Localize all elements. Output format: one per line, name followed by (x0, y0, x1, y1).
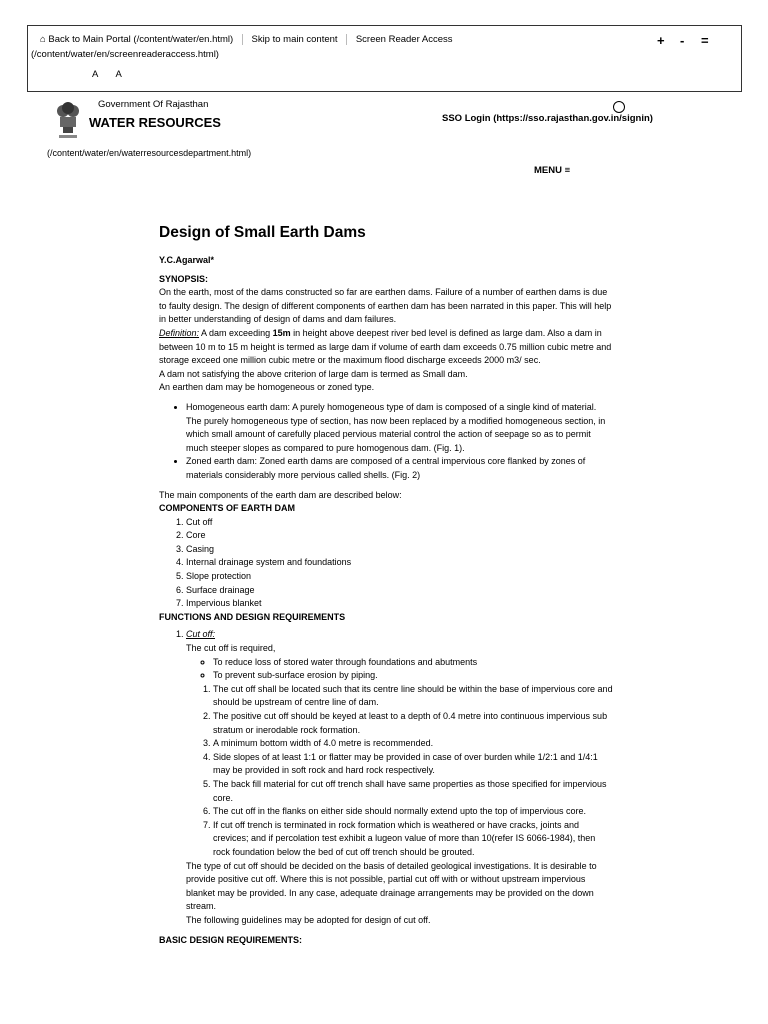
earthen-type-text: An earthen dam may be homogeneous or zoned type. (159, 382, 375, 393)
department-title: WATER RESOURCES (89, 115, 221, 130)
basic-design-heading: BASIC DESIGN REQUIREMENTS: (159, 934, 303, 945)
accessibility-bar (27, 25, 742, 92)
list-item: 3. A minimum bottom width of 4.0 metre is recommended. (213, 737, 614, 751)
definition-paragraph (159, 327, 614, 368)
cutoff-purposes (213, 656, 614, 683)
dam-type-list (186, 401, 614, 483)
components-list (186, 516, 614, 611)
components-heading: COMPONENTS OF EARTH DAM (159, 503, 295, 514)
zoom-reset-button[interactable]: = (701, 33, 709, 48)
cutoff-required: The cut off is required, (186, 643, 276, 654)
list-item: 5. Slope protection (186, 570, 614, 584)
definition-pre: A dam exceeding (199, 327, 273, 338)
zoom-in-button[interactable]: + (657, 33, 665, 48)
list-item: 6. The cut off in the flanks on either side should normally extend upto the top of impervious core. (213, 805, 614, 819)
page-title: Design of Small Earth Dams (159, 224, 366, 241)
divider (346, 34, 347, 45)
cutoff-type-text: The type of cut off should be decided on the basis of detailed geological investigations. It is desirable to provide positive cut off. Where this is not possible, partial cut off with or without upstream impervious blanket may be provided. In any case, adequate drainage arrangements may be provided on the down stream. (186, 860, 597, 912)
screen-reader-url[interactable]: (/content/water/en/screenreaderaccess.html) (31, 49, 219, 60)
list-item (186, 628, 614, 927)
list-item: 7. If cut off trench is terminated in rock formation which is weathered or have cracks, joints and crevices; and if percolation test exhibit a lugeon value of more than 10(refer IS 6066-1984), then rock foundation below the bed of cut off trench should be grouted. (213, 819, 614, 860)
list-item: 1. The cut off shall be located such that its centre line should be within the base of impervious core and should be upstream of centre line of dam. (213, 683, 614, 710)
list-item: 2. The positive cut off should be keyed at least to a depth of 0.4 metre into continuous impervious sub stratum or inerodable rock formation. (213, 710, 614, 737)
cutoff-rules (213, 683, 614, 860)
back-to-portal-link[interactable]: Back to Main Portal (/content/water/en.html) (48, 34, 234, 46)
article (159, 224, 614, 947)
main-components-text: The main components of the earth dam are described below: (159, 489, 402, 500)
list-item: 7. Impervious blanket (186, 597, 614, 611)
functions-list (186, 628, 614, 927)
author: Y.C.Agarwal* (159, 255, 215, 265)
list-item: 4. Side slopes of at least 1:1 or flatter may be provided in case of over burden while 1/2:1 and 1/4:1 may be provided in soft rock and hard rock respectively. (213, 751, 614, 778)
synopsis-heading: SYNOPSIS: (159, 273, 209, 284)
state-emblem-icon (53, 97, 83, 141)
definition-bold: 15m (272, 327, 291, 338)
small-dam-text: A dam not satisfying the above criterion of large dam is termed as Small dam. (159, 368, 468, 379)
functions-heading: FUNCTIONS AND DESIGN REQUIREMENTS (159, 611, 346, 622)
font-size-a-button[interactable]: A (92, 69, 99, 80)
sso-login-link[interactable]: SSO Login (https://sso.rajasthan.gov.in/signin) (442, 113, 653, 124)
font-size-controls (92, 69, 137, 80)
guidelines-text: The following guidelines may be adopted for design of cut off. (186, 914, 431, 925)
list-item: 5. The back fill material for cut off trench shall have same properties as those specified for impervious core. (213, 778, 614, 805)
list-item: ◦ To prevent sub-surface erosion by piping. (213, 669, 614, 683)
cutoff-details (159, 642, 614, 927)
screen-reader-link[interactable]: Screen Reader Access (355, 34, 453, 46)
definition-label: Definition: (159, 327, 200, 338)
home-icon[interactable]: ⌂ (40, 34, 46, 46)
cutoff-title: Cut off: (186, 629, 216, 640)
synopsis-text: On the earth, most of the dams constructed so far are earthen dams. Failure of a number of earthen dams is due to faulty design. The design of different components of earthen dam has been narrated in this paper. This will help in better understanding of design of dams and dam failures. (159, 287, 612, 325)
department-url[interactable]: (/content/water/en/waterresourcesdepartment.html) (47, 148, 252, 158)
search-icon[interactable] (613, 101, 625, 113)
list-item: 4. Internal drainage system and foundations (186, 556, 614, 570)
accessibility-row (40, 34, 452, 45)
list-item: 3. Casing (186, 543, 614, 557)
list-item: 2. Core (186, 529, 614, 543)
skip-to-content-link[interactable]: Skip to main content (251, 34, 338, 46)
list-item: • Zoned earth dam: Zoned earth dams are composed of a central impervious core flanked by zones of materials considerably more pervious called shells. (Fig. 2) (186, 455, 614, 482)
divider (242, 34, 243, 45)
site-logo[interactable] (48, 95, 228, 145)
government-label: Government Of Rajasthan (98, 99, 209, 110)
list-item: 1. Cut off (186, 516, 614, 530)
menu-button[interactable]: MENU ≡ (534, 165, 571, 176)
font-size-a-large-button[interactable]: A (115, 69, 122, 80)
list-item: ◦ To reduce loss of stored water through foundations and abutments (213, 656, 614, 670)
list-item: 6. Surface drainage (186, 584, 614, 598)
zoom-out-button[interactable]: - (680, 33, 685, 48)
list-item: • Homogeneous earth dam: A purely homogeneous type of dam is composed of a single kind of material. The purely homogeneous type of section, has now been replaced by a modified homogeneous section, in which small amount of carefully placed pervious material control the action of seepage so as to permit much steeper slopes as compared to pure homogenous dam. (Fig. 1). (186, 401, 614, 455)
definition-post: in height above deepest river bed level is defined as large dam. Also a dam in between 10 m to 15 m height is termed as large dam if volume of earth dam exceeds 0.75 million cubic metre and storage exceed one million cubic metre or the maximum flood discharge exceeds 2000 m3/ sec. (159, 327, 612, 366)
